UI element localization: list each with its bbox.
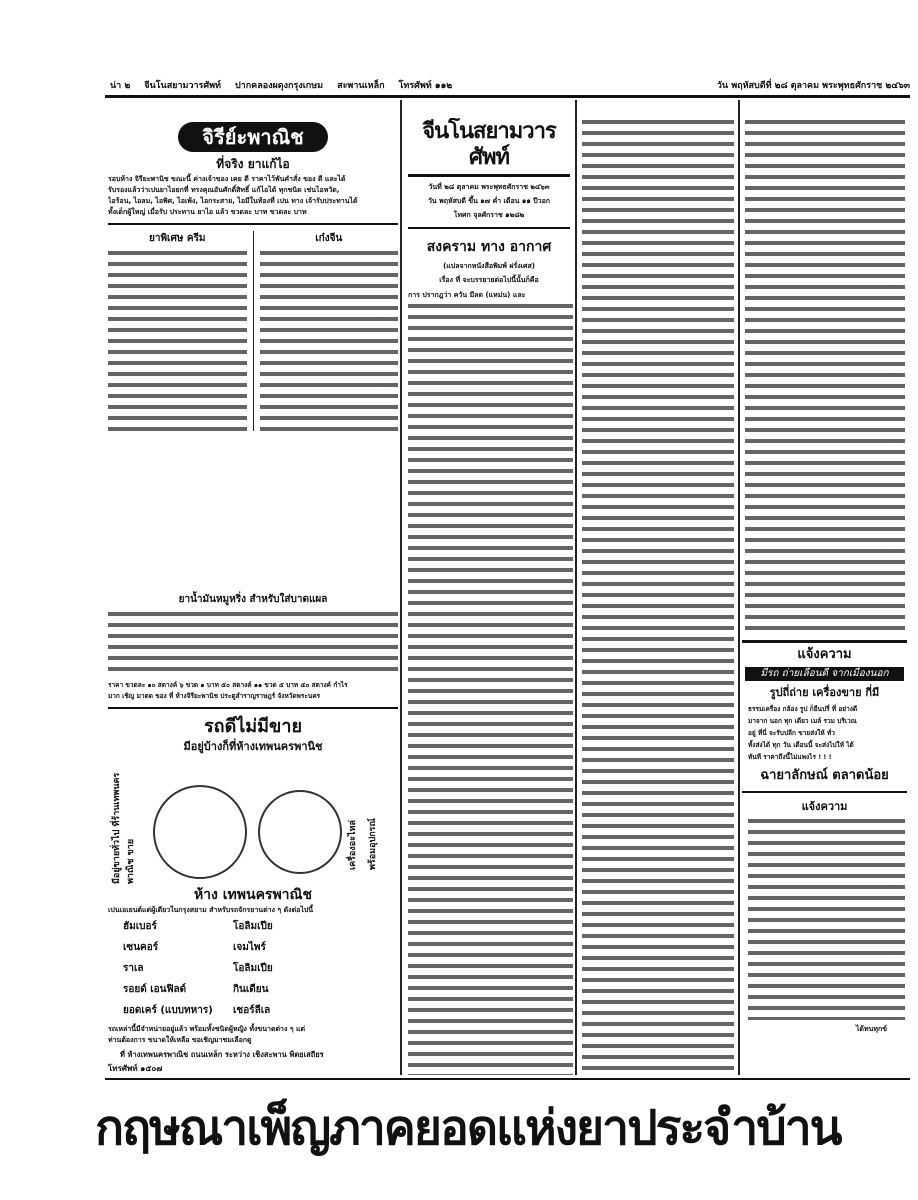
header-rule [105, 95, 910, 98]
notice-line: ธรรมเครื่อง กล้อง รูป ก็ยืนปรี่ ที่ อย่างดี [748, 705, 858, 713]
article-source: (แปลจากหนังสือพิมพ์ ฝรั่งเศส) [443, 262, 535, 270]
notice-line: ทั้งส่งได้ ทุก วัน เดือนนี้ จะส่งไปให้ ได้ [748, 741, 854, 749]
store-phone: โทรศัพท์ ๑๕๐๗ [108, 1064, 163, 1073]
article-title: สงคราม ทาง อากาศ [426, 239, 552, 255]
notice-line: มาจาก นอก ทุก เดียว เมล์ รวม บริเวณ [748, 717, 857, 725]
ad-text-block [108, 251, 247, 431]
lunar-date: วัน พฤหัสบดี ขึ้น ๑๗ ค่ำ เดือน ๑๑ ปีวอก [427, 197, 551, 205]
brand-row [123, 937, 398, 958]
ad-text-block [108, 612, 398, 678]
masthead: จีนโนสยามวารศัพท์ [422, 118, 556, 170]
location: ปากคลองผดุงกรุงเกษม [234, 81, 324, 91]
ad-text-block [260, 251, 399, 431]
article-body-continued [745, 120, 905, 635]
brand-row [123, 1000, 398, 1021]
brand: เจมไพร์ [233, 942, 266, 953]
brand: รอยด์ เอนฟิลด์ [123, 984, 187, 995]
ad-heading-special: ยาพิเศษ ครีม [148, 233, 206, 244]
phone: โทรศัพท์ ๑๑๒ [398, 81, 453, 91]
store-address: ที่ ห้างเทพนครพาณิช ถนนเหล็ก ระหว่าง เชิงสะพาน พิตยเสถียร [120, 1050, 324, 1059]
brand: ราเล [123, 963, 144, 974]
brand-row [123, 916, 398, 937]
bike-right-caption: พร้อมอุปกรณ์ [368, 818, 378, 870]
article-lead: เรื่อง ที่ จะบรรยายต่อไปนี้นั้นก็คือ [439, 276, 539, 284]
bicycle-wheel-illustration [258, 790, 342, 874]
brand: โอลิมเปีย [233, 921, 273, 932]
divider [253, 231, 254, 431]
notice-line: ทันที ราคาถึงนี้ไม่แพงไร ! ! ! [748, 753, 832, 761]
issue-date: วันที่ ๒๘ ตุลาคม พระพุทธศักราช ๒๔๖๓ [428, 183, 550, 191]
spacer [108, 431, 398, 592]
ad-special [108, 231, 247, 431]
store-body [108, 1024, 398, 1046]
bike-right-caption: เครื่องอะไหล่ [348, 820, 358, 870]
ad-line: ทั้งเด็กผู้ใหญ่ เมื่อรับ ประทาน ยาไอ แล้ว ขวดละ บาท ขวดละ บาท [108, 208, 307, 216]
bottom-banner-ad: กฤษณาเพ็ญภาคยอดแห่งยาประจำบ้าน [95, 1100, 841, 1156]
column-divider [400, 100, 402, 1075]
column-divider [575, 100, 577, 1075]
bike-ad-title: รถดีไม่มีขาย [204, 716, 302, 737]
page-number: น่า ๒ [110, 81, 131, 91]
notice-body [742, 703, 907, 763]
article-line: การ ปรากฎว่า ควัน มีลด (แหม่น) และ [408, 291, 526, 299]
era: โทศก จุลศักราช ๑๒๘๒ [453, 211, 525, 219]
ad-line: ราคา ขวดละ ๑๐ สตางค์ ๖ ขวด ๑ บาท ๕๐ สตางค์ ๑๑ ขวด ๕ บาท ๕๐ สตางค์ กำไร [108, 681, 348, 689]
ad-body [108, 174, 398, 218]
brand-row [123, 958, 398, 979]
divider [408, 227, 570, 229]
brand: ยอดเคร์ (แบบทหาร) [123, 1005, 213, 1016]
ad-line: ไอร้อน, ไอลม, ไอพิศ, ไอเพ้ง, ไอกระสาย, ไอมีในท้องที่ เปน ทาง เจ้ารับประทานได้ [108, 197, 358, 205]
notice2-sign: ได้ทนทุกข์ [855, 1025, 887, 1033]
bike-ad-subtitle: มีอยู่บ้างก็ที่ห้างเทพนครพานิช [183, 740, 323, 753]
notice2-title: แจ้งความ [801, 800, 848, 813]
ad-heading-ointment: ยาน้ำมันหมูหริ่ง สำหรับใส่บาดแผล [178, 594, 328, 605]
article-body-continued [582, 120, 734, 1075]
brand: โอลิมเปีย [233, 963, 273, 974]
ad-title-jiriya: จิรีย์ะพาณิช [178, 122, 328, 152]
shop-title: ฉายาลักษณ์ ตลาดน้อย [760, 768, 889, 783]
notice2-body [748, 819, 905, 1020]
brand: เชอร์ลีเล [233, 1005, 271, 1016]
brand: เซนคอร์ [123, 942, 159, 953]
ad-subtitle: ที่จริง ยาแก้ไอ [216, 157, 290, 171]
bike-illustration-area [108, 755, 398, 885]
column-1 [108, 104, 398, 1074]
page-header [110, 78, 910, 92]
store-line: ท่านต้องการ ขนาดให้เหลือ ขอเชิญมาชมเลือกดู [108, 1036, 252, 1044]
ad-heading-kengjin: เก๋งจีน [315, 233, 343, 244]
bicycle-wheel-illustration [153, 785, 247, 879]
district: สะพานเหล็ก [337, 81, 385, 91]
ad-line: มาก เชิญ มาตด ของ ที่ ห้างจิรียะพานิช ประตูสำราญราษฎร์ จังหวัดพระนคร [108, 692, 321, 700]
column-4-notices [742, 640, 907, 1075]
brand-row [123, 979, 398, 1000]
store-title: ห้าง เทพนครพาณิช [193, 887, 313, 903]
store-intro: เปนเอเยนต์แต่ผู้เดียวในกรุงสยาม สำหรับรถจักรยานต่าง ๆ ดังต่อไปนี้ [108, 906, 314, 914]
paper-name: จีนโนสยามวารศัพท์ [144, 81, 221, 91]
brand-list [108, 916, 398, 1021]
bike-left-caption: มีอยู่ขายทั่วไป ที่ร้านเทพนครพาณิช ขาย [112, 772, 136, 884]
column-divider [738, 100, 740, 1075]
divider [105, 1078, 910, 1080]
store-line: รถเหล่านี้มีจำหน่ายอยู่แล้ว พร้อมทั้งชนิดผู้หญิง ทั้งขนาดต่าง ๆ แต่ [108, 1025, 306, 1033]
notice-title: แจ้งความ [797, 647, 852, 662]
divider [742, 791, 907, 793]
issue-date: วัน พฤหัสบดีที่ ๒๘ ตุลาคม พระพุทธศักราช ๒๔๖๓ [716, 81, 910, 91]
notice-banner: มีรถ ถ่ายเลื่อนดี จากเมืองนอก [745, 667, 904, 681]
divider [408, 174, 570, 177]
ad-kengjin [260, 231, 399, 431]
notice-line: อยู่ ที่นี่ จะรับปลีก ขายส่งให้ ทั่ว [748, 729, 835, 737]
ad-line: รอบห้าง จิรียะพานิช ขณะนี้ ค่างเจ้าของ เคย ดี ราคาไว้พันคำสั่ง ของ ดี และได้ [108, 175, 346, 183]
column-2 [405, 118, 573, 1075]
ad-line: รับรองแล้วว่าเปนยาไอยกที่ ทรงคุณอันศักดิ์สิทธิ์ แก้ไอได้ ทุกชนิด เช่นไอหวัด, [108, 186, 340, 194]
article-body [408, 304, 573, 1075]
brand: กินเดียน [233, 984, 269, 995]
divider [742, 640, 907, 643]
notice-subtitle: รูปถี่ถ่าย เครื่องขาย กี่มี [769, 686, 880, 699]
divider [108, 707, 398, 709]
ad-pair [108, 231, 398, 431]
brand: ฮัมเบอร์ [123, 921, 157, 932]
divider [108, 223, 398, 225]
ad-price [108, 680, 398, 702]
